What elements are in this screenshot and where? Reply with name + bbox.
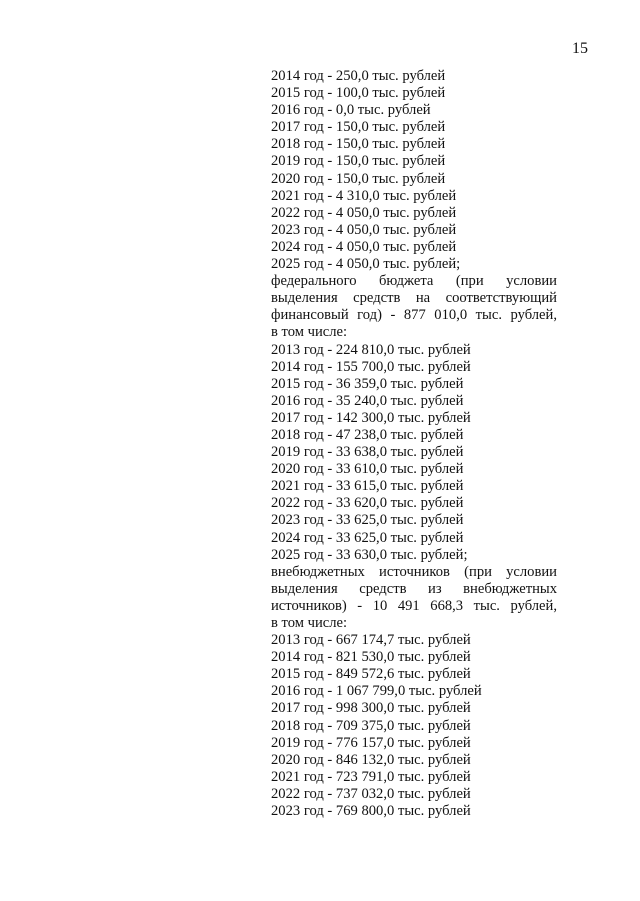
text-line: 2023 год - 33 625,0 тыс. рублей [271,512,464,529]
paragraph-line: федерального бюджета (при условии [271,273,557,290]
text-line: 2019 год - 33 638,0 тыс. рублей [271,444,464,461]
text-line: 2015 год - 36 359,0 тыс. рублей [271,375,464,392]
text-line: 2014 год - 821 530,0 тыс. рублей [271,649,471,666]
text-line: 2018 год - 150,0 тыс. рублей [271,136,446,153]
text-line: 2021 год - 33 615,0 тыс. рублей [271,478,464,495]
text-line: 2017 год - 142 300,0 тыс. рублей [271,409,471,426]
text-column [271,68,557,820]
text-line: 2016 год - 1 067 799,0 тыс. рублей [271,683,482,700]
text-line: 2015 год - 849 572,6 тыс. рублей [271,666,471,683]
text-line: в том числе: [271,324,348,341]
text-line: 2024 год - 4 050,0 тыс. рублей [271,238,457,255]
text-line: 2019 год - 150,0 тыс. рублей [271,153,446,170]
text-line: 2017 год - 998 300,0 тыс. рублей [271,700,471,717]
text-line: 2013 год - 224 810,0 тыс. рублей [271,341,471,358]
text-line: 2022 год - 737 032,0 тыс. рублей [271,785,471,802]
text-line: 2020 год - 846 132,0 тыс. рублей [271,751,471,768]
text-line: 2023 год - 769 800,0 тыс. рублей [271,803,471,820]
page-number: 15 [572,40,588,57]
text-line: 2019 год - 776 157,0 тыс. рублей [271,734,471,751]
text-line: 2024 год - 33 625,0 тыс. рублей [271,529,464,546]
text-line: 2014 год - 250,0 тыс. рублей [271,68,446,84]
text-line: 2023 год - 4 050,0 тыс. рублей [271,221,457,238]
text-line: 2015 год - 100,0 тыс. рублей [271,85,446,102]
text-line: 2025 год - 33 630,0 тыс. рублей; [271,546,468,563]
text-line: 2018 год - 709 375,0 тыс. рублей [271,717,471,734]
text-line: 2016 год - 35 240,0 тыс. рублей [271,392,464,409]
paragraph-line: выделения средств из внебюджетных [271,580,557,597]
text-line: 2025 год - 4 050,0 тыс. рублей; [271,256,461,273]
text-line: 2022 год - 4 050,0 тыс. рублей [271,204,457,221]
paragraph-line: выделения средств на соответствующий [271,290,557,307]
text-line: 2021 год - 723 791,0 тыс. рублей [271,768,471,785]
paragraph-line: источников) - 10 491 668,3 тыс. рублей, [271,597,557,614]
text-line: 2018 год - 47 238,0 тыс. рублей [271,426,464,443]
text-line: 2021 год - 4 310,0 тыс. рублей [271,187,457,204]
text-line: 2013 год - 667 174,7 тыс. рублей [271,632,471,649]
paragraph-line: финансовый год) - 877 010,0 тыс. рублей, [271,307,557,324]
text-line: 2016 год - 0,0 тыс. рублей [271,102,431,119]
text-line: 2022 год - 33 620,0 тыс. рублей [271,495,464,512]
text-line: 2020 год - 150,0 тыс. рублей [271,170,446,187]
text-line: в том числе: [271,615,348,631]
text-line: 2014 год - 155 700,0 тыс. рублей [271,358,471,375]
text-line: 2020 год - 33 610,0 тыс. рублей [271,461,464,478]
paragraph-line: внебюджетных источников (при условии [271,563,557,580]
text-line: 2017 год - 150,0 тыс. рублей [271,119,446,136]
